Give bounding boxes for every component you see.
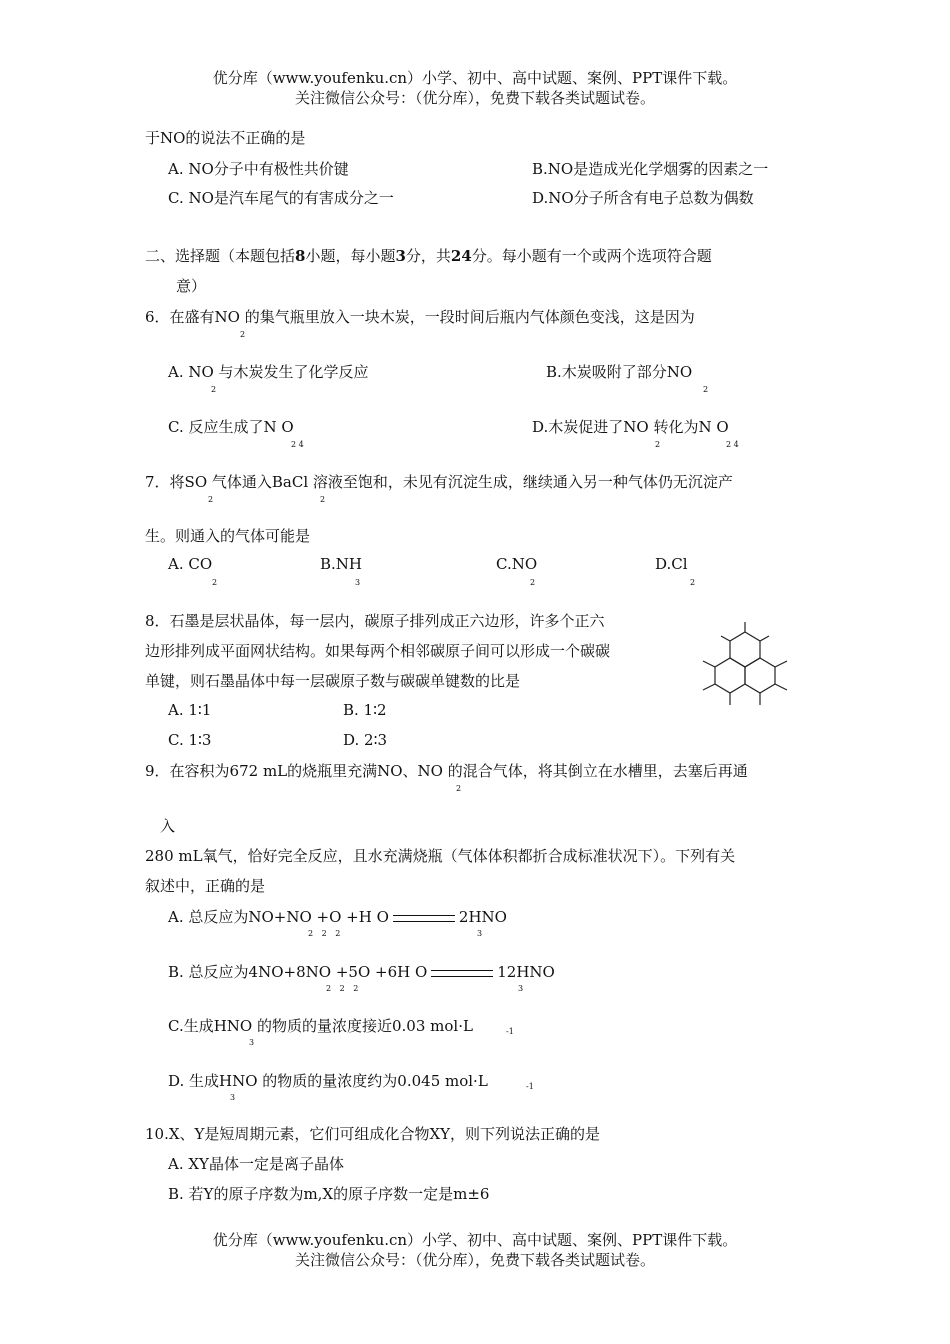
q8-option-c: C. 1∶3 [168, 731, 212, 749]
q8-option-d: D. 2∶3 [343, 731, 388, 749]
q7-option-b-subscript: 3 [355, 578, 361, 587]
q7-stem: 7．将SO 气体通入BaCl 溶液至饱和，未见有沉淀生成，继续通入另一种气体仍无沉淀产 [145, 473, 733, 491]
q7-option-c-subscript: 2 [530, 578, 536, 587]
q6-option-d-subscript-2: 2 4 [726, 440, 739, 449]
hexagon-top [730, 632, 760, 667]
q8-option-b: B. 1∶2 [343, 701, 387, 719]
q9-option-b-subscript-r: 3 [518, 984, 524, 993]
q10-option-a: A. XY晶体一定是离子晶体 [168, 1155, 344, 1173]
q7-option-c: C.NO [496, 555, 538, 573]
page-footer-line2: 关注微信公众号：（优分库），免费下载各类试题试卷。 [294, 1251, 655, 1269]
q10-option-b: B. 若Y的原子序数为m,X的原子序数一定是m±6 [168, 1185, 490, 1203]
q7-option-d-subscript: 2 [690, 578, 696, 587]
q6-option-d: D.木炭促进了NO 转化为N O [532, 418, 729, 436]
q6-option-b-subscript: 2 [703, 385, 709, 394]
q9-stem-subscript: 2 [456, 784, 462, 793]
q9-stem-line4: 叙述中，正确的是 [145, 877, 266, 895]
q9-option-d-subscript: 3 [230, 1093, 236, 1102]
q6-option-c: C. 反应生成了N O [168, 418, 294, 436]
q7-option-a-subscript: 2 [212, 578, 218, 587]
equals-sign-icon [393, 915, 455, 922]
q9-option-a-subscript-r: 3 [477, 929, 483, 938]
equals-sign-icon [431, 970, 493, 977]
q8-option-a: A. 1∶1 [168, 701, 212, 719]
page-footer-line1: 优分库（www.youfenku.cn）小学、初中、高中试题、案例、PPT课件下载。 [212, 1231, 738, 1249]
q6-stem-subscript: 2 [240, 330, 246, 339]
q9-option-c-subscript: 3 [249, 1038, 255, 1047]
q9-option-c: C.生成HNO 的物质的量浓度接近0.03 mol·L [168, 1017, 473, 1035]
hexagon-group [703, 622, 787, 705]
q10-stem: 10.X、Y是短周期元素，它们可组成化合物XY，则下列说法正确的是 [145, 1125, 601, 1143]
q5-option-b: B.NO是造成光化学烟雾的因素之一 [532, 160, 769, 178]
q7-option-d: D.Cl [655, 555, 688, 573]
q6-option-a: A. NO 与木炭发生了化学反应 [168, 363, 369, 381]
q6-option-b: B.木炭吸附了部分NO [546, 363, 693, 381]
page-header-line1: 优分库（www.youfenku.cn）小学、初中、高中试题、案例、PPT课件下载。 [212, 69, 738, 87]
section-2-heading: 二、选择题（本题包括8小题，每小题3分，共24分。每小题有一个或两个选项符合题 [145, 247, 712, 265]
q9-option-a-subscripts: 2 2 2 [308, 929, 341, 938]
q6-stem: 6．在盛有NO 的集气瓶里放入一块木炭，一段时间后瓶内气体颜色变浅，这是因为 [145, 308, 695, 326]
q6-option-a-subscript: 2 [211, 385, 217, 394]
graphite-hexagon-lattice-icon [690, 610, 805, 720]
page-header-line2: 关注微信公众号：（优分库），免费下载各类试题试卷。 [294, 89, 655, 107]
q9-option-b-subscripts: 2 2 2 [326, 984, 359, 993]
q9-stem-line2: 入 [160, 817, 176, 835]
q5-option-c: C. NO是汽车尾气的有害成分之一 [168, 189, 394, 207]
q7-option-a: A. CO [168, 555, 213, 573]
q9-option-c-superscript: -1 [506, 1027, 514, 1036]
q6-option-c-subscript: 2 4 [291, 440, 304, 449]
q9-stem-line3: 280 mL氧气，恰好完全反应，且水充满烧瓶（气体体积都折合成标准状况下）。下列有关 [145, 847, 736, 865]
q7-stem-subscript-2: 2 [320, 495, 326, 504]
q8-stem-line3: 单键，则石墨晶体中每一层碳原子数与碳碳单键数的比是 [145, 672, 521, 690]
q9-option-a: A. 总反应为NO+NO +O +H O 2HNO [168, 908, 507, 926]
q5-option-d: D.NO分子所含有电子总数为偶数 [532, 189, 754, 207]
hexagon-bottom-left [715, 658, 745, 693]
q9-option-b: B. 总反应为4NO+8NO +5O +6H O 12HNO [168, 963, 555, 981]
q5-stem: 于NO的说法不正确的是 [145, 129, 306, 147]
q8-stem-line2: 边形排列成平面网状结构。如果每两个相邻碳原子间可以形成一个碳碳 [145, 642, 611, 660]
q9-stem-line1: 9．在容积为672 mL的烧瓶里充满NO、NO 的混合气体，将其倒立在水槽里，去塞后再通 [145, 762, 748, 780]
q7-option-b: B.NH [320, 555, 362, 573]
q6-option-d-subscript-1: 2 [655, 440, 661, 449]
q8-stem-line1: 8．石墨是层状晶体，每一层内，碳原子排列成正六边形，许多个正六 [145, 612, 605, 630]
q9-option-d-superscript: -1 [526, 1082, 534, 1091]
q5-option-a: A. NO分子中有极性共价键 [168, 160, 349, 178]
hexagon-bottom-right [745, 658, 775, 693]
section-2-heading-cont: 意） [176, 277, 207, 295]
q7-stem-cont: 生。则通入的气体可能是 [145, 527, 311, 545]
q9-option-d: D. 生成HNO 的物质的量浓度约为0.045 mol·L [168, 1072, 488, 1090]
q7-stem-subscript-1: 2 [208, 495, 214, 504]
